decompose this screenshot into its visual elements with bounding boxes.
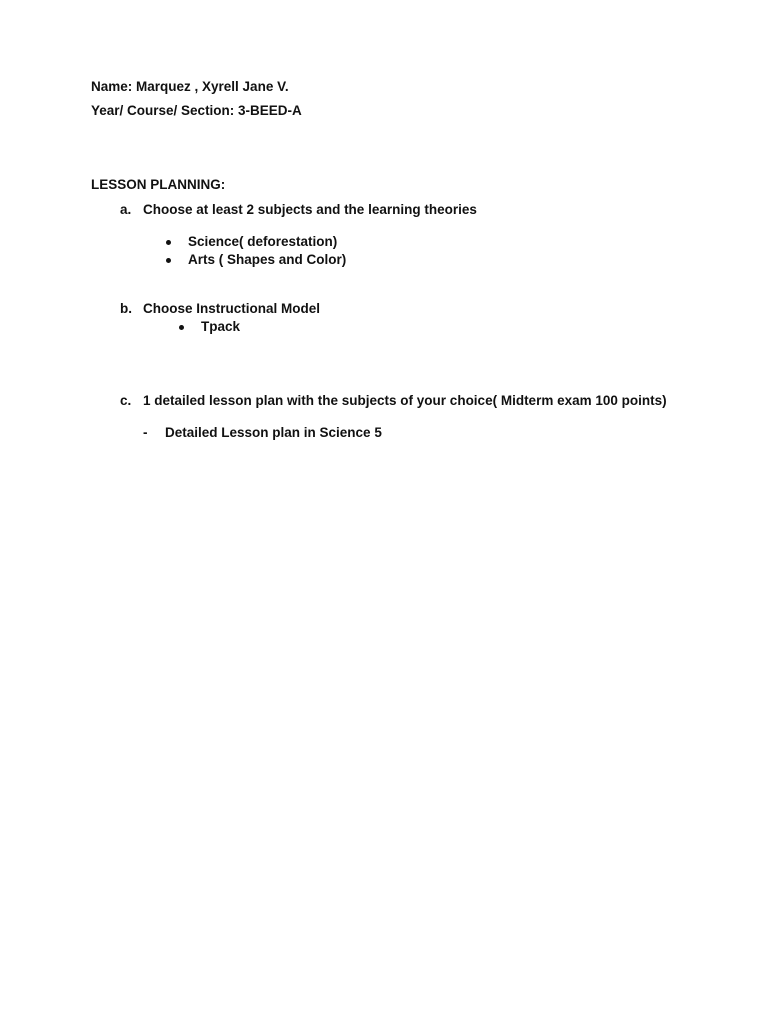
item-c-dash-text: Detailed Lesson plan in Science 5 [165, 425, 382, 440]
item-a-bullet-2: Arts ( Shapes and Color) [188, 252, 347, 267]
bullet-icon [179, 325, 184, 330]
item-c-marker: c. [120, 393, 132, 408]
item-a-marker: a. [120, 202, 132, 217]
bullet-icon [166, 258, 171, 263]
item-b-bullet-1: Tpack [201, 319, 241, 334]
lesson-planning-heading: LESSON PLANNING: [91, 177, 226, 192]
item-a-bullet-1: Science( deforestation) [188, 234, 338, 249]
bullet-icon [166, 240, 171, 245]
item-c-text: 1 detailed lesson plan with the subjects of your choice( Midterm exam 100 points) [143, 393, 667, 408]
item-b-marker: b. [120, 301, 132, 316]
item-b-text: Choose Instructional Model [143, 301, 321, 316]
course-section-line: Year/ Course/ Section: 3-BEED-A [91, 103, 302, 118]
student-name-line: Name: Marquez , Xyrell Jane V. [91, 79, 289, 94]
item-a-text: Choose at least 2 subjects and the learning theories [143, 202, 477, 217]
item-c-dash-marker: - [143, 425, 148, 440]
